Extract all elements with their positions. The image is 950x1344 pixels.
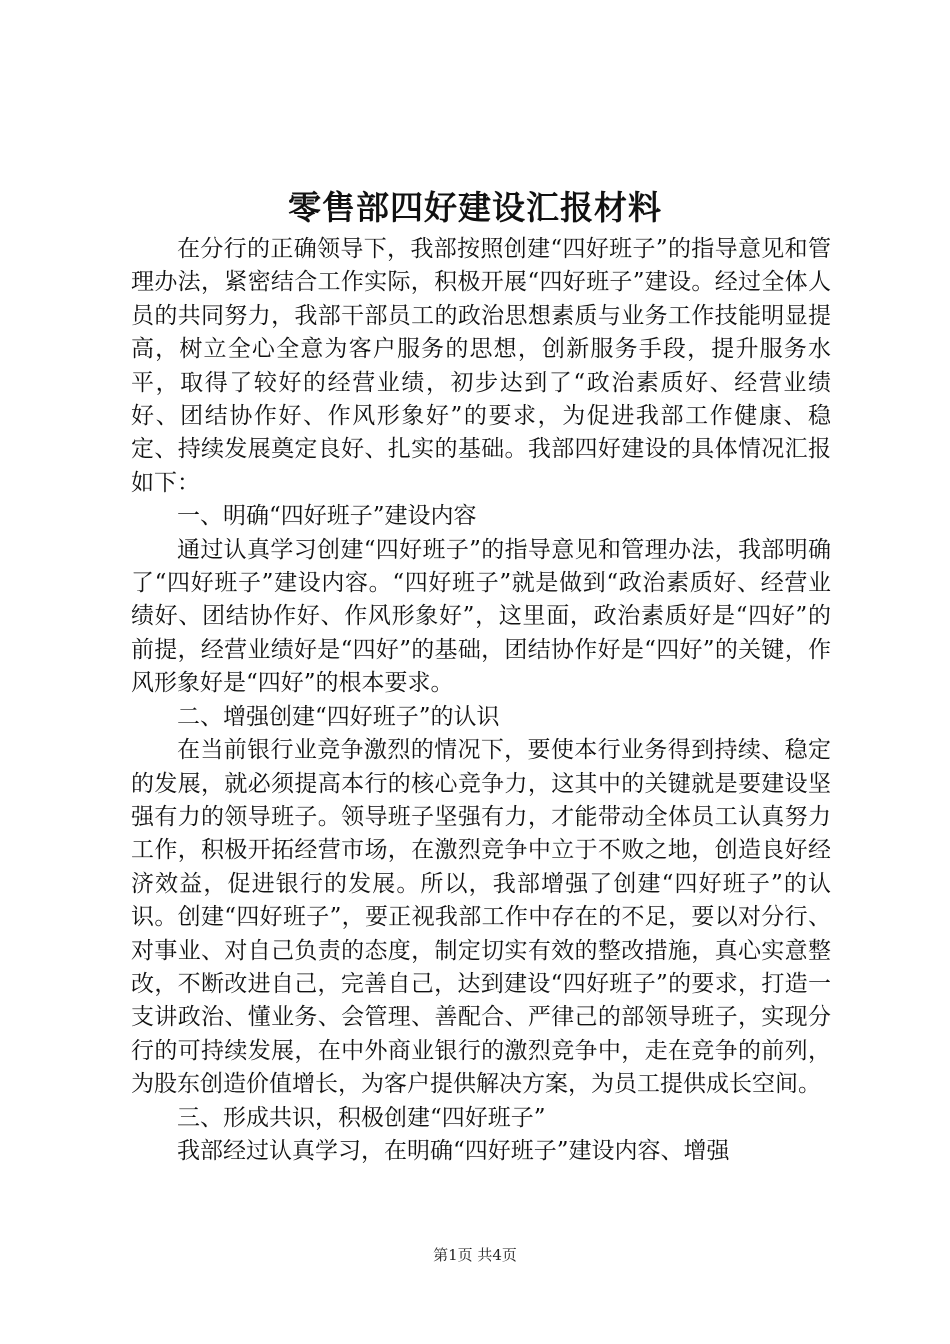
intro-paragraph: 在分行的正确领导下，我部按照创建“四好班子”的指导意见和管理办法，紧密结合工作实际，积极开展“四好班子”建设。经过全体人员的共同努力，我部干部员工的政治思想素质与业务工作技能明显提高，树立全心全意为客户服务的思想，创新服务手段，提升服务水平，取得了较好的经营业绩，初步达到了“政治素质好、经营业绩好、团结协作好、作风形象好”的要求，为促进我部工作健康、稳定、持续发展奠定良好、扎实的基础。我部四好建设的具体情况汇报如下： [131,236,831,496]
section-2-paragraph: 在当前银行业竞争激烈的情况下，要使本行业务得到持续、稳定的发展，就必须提高本行的核心竞争力，这其中的关键就是要建设坚强有力的领导班子。领导班子坚强有力，才能带动全体员工认真努力工作，积极开拓经营市场，在激烈竞争中立于不败之地，创造良好经济效益，促进银行的发展。所以，我部增强了创建“四好班子”的认识。创建“四好班子”，要正视我部工作中存在的不足，要以对分行、对事业、对自己负责的态度，制定切实有效的整改措施，真心实意整改，不断改进自己，完善自己，达到建设“四好班子”的要求，打造一支讲政治、懂业务、会管理、善配合、严律己的部领导班子，实现分行的可持续发展，在中外商业银行的激烈竞争中，走在竞争的前列，为股东创造价值增长，为客户提供解决方案，为员工提供成长空间。 [131,737,831,1098]
section-heading-2: 二、增强创建“四好班子”的认识 [177,703,500,730]
section-1-paragraph: 通过认真学习创建“四好班子”的指导意见和管理办法，我部明确了“四好班子”建设内容。“四好班子”就是做到“政治素质好、经营业绩好、团结协作好、作风形象好”，这里面，政治素质好是“四好”的前提，经营业绩好是“四好”的基础，团结协作好是“四好”的关键，作风形象好是“四好”的根本要求。 [131,536,831,697]
section-heading-1: 一、明确“四好班子”建设内容 [177,503,477,530]
document-body [131,233,831,1168]
document-title: 零售部四好建设汇报材料 [288,188,662,227]
page-footer: 第1页 共4页 [433,1246,517,1264]
section-3-paragraph: 我部经过认真学习，在明确“四好班子”建设内容、增强 [177,1137,730,1164]
section-heading-3: 三、形成共识，积极创建“四好班子” [177,1104,546,1131]
